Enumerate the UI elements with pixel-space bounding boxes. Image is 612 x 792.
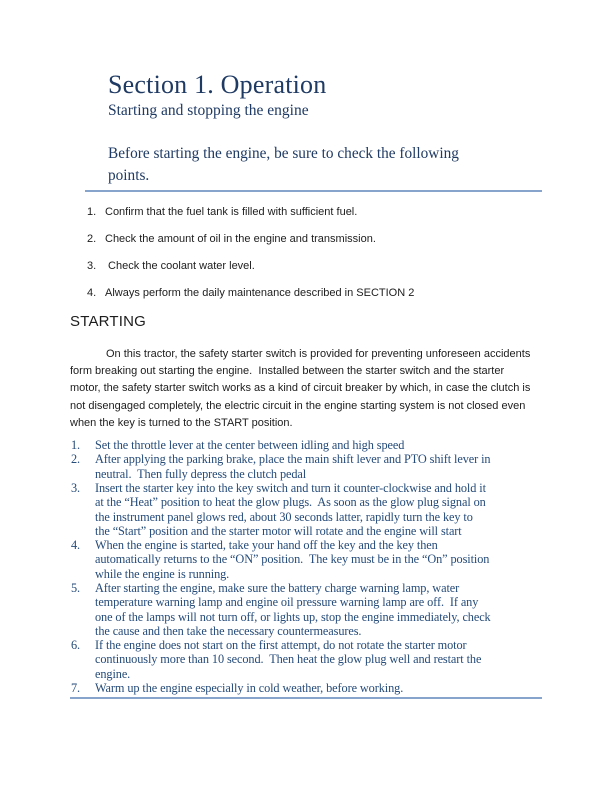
step-line: When the engine is started, take your hand off the key and the key then: [95, 538, 438, 553]
intro-heading-line: points.: [108, 167, 150, 184]
section-heading-starting: STARTING: [70, 313, 147, 330]
starting-steps-list: [71, 438, 612, 695]
step-line: the instrument panel glows red, about 30 seconds latter, rapidly turn the key to: [95, 509, 473, 524]
list-item-number: 5.: [71, 580, 81, 595]
step-line: one of the lamps will not turn off, or lights up, stop the engine immediately, check: [95, 609, 491, 624]
step-line: If the engine does not start on the first attempt, do not rotate the starter motor: [95, 638, 467, 653]
step-line: Insert the starter key into the key switch and turn it counter-clockwise and hold it: [95, 480, 486, 495]
list-item: [71, 452, 612, 481]
step-line: continuously more than 10 second. Then heat the glow plug well and restart the: [95, 652, 482, 667]
list-item: [71, 681, 612, 695]
list-item: [87, 233, 552, 246]
step-line: engine.: [95, 666, 131, 681]
step-line: neutral. Then fully depress the clutch pedal: [95, 466, 307, 481]
list-item-text: Always perform the daily maintenance described in SECTION 2: [105, 287, 415, 299]
list-item-text: [95, 681, 403, 695]
list-item-text: [95, 452, 490, 481]
step-line: Warm up the engine especially in cold weather, before working.: [95, 681, 404, 696]
step-line: at the “Heat” position to heat the glow plugs. As soon as the glow plug signal on: [95, 495, 486, 510]
list-item-number: 1.: [87, 206, 97, 218]
list-item: [87, 260, 552, 273]
intro-heading-line: Before starting the engine, be sure to check the following: [108, 145, 459, 162]
list-item-text: [95, 581, 491, 638]
list-item-number: 4.: [87, 287, 97, 299]
paragraph-line: not disengaged completely, the electric circuit in the engine starting system is not closed even: [70, 399, 526, 412]
paragraph-line: when the key is turned to the START position.: [70, 416, 293, 429]
list-item: [87, 206, 552, 219]
list-item-number: 4.: [71, 538, 81, 553]
list-item-number: 6.: [71, 638, 81, 653]
list-item-number: 1.: [71, 438, 81, 453]
starting-intro-paragraph: [70, 346, 612, 432]
paragraph-line: form breaking out starting the engine. Installed between the starter switch and the starter: [70, 365, 505, 378]
list-item: [87, 287, 552, 300]
list-item-number: 7.: [71, 681, 81, 696]
list-item: [71, 438, 612, 452]
list-item-number: 2.: [87, 233, 97, 245]
step-line: Set the throttle lever at the center between idling and high speed: [95, 438, 405, 453]
list-item-number: 2.: [71, 452, 81, 467]
list-item-text: [95, 438, 404, 452]
step-line: temperature warning lamp and engine oil pressure warning lamp are off. If any: [95, 595, 479, 610]
list-item-number: 3.: [71, 480, 81, 495]
step-line: while the engine is running.: [95, 566, 230, 581]
step-line: After applying the parking brake, place the main shift lever and PTO shift lever in: [95, 452, 491, 467]
list-item-text: Check the amount of oil in the engine and transmission.: [105, 233, 376, 245]
step-line: the cause and then take the necessary countermeasures.: [95, 623, 362, 638]
list-item: [71, 581, 612, 638]
list-item-text: [95, 638, 481, 681]
list-item-text: [95, 538, 489, 581]
list-item-text: Check the coolant water level.: [105, 260, 255, 272]
list-item-number: 3.: [87, 260, 97, 272]
title-block: [108, 0, 552, 122]
section-divider-rule: [70, 697, 542, 699]
step-line: After starting the engine, make sure the battery charge warning lamp, water: [95, 580, 460, 595]
pre-start-check-list: [87, 206, 552, 300]
list-item: [71, 538, 612, 581]
list-item: [71, 481, 612, 538]
page-title: Section 1. Operation: [108, 70, 327, 99]
list-item-text: [95, 481, 486, 538]
step-line: automatically returns to the “ON” position. The key must be in the “On” position: [95, 552, 490, 567]
page-subtitle: Starting and stopping the engine: [108, 102, 309, 119]
step-line: the “Start” position and the starter motor will rotate and the engine will start: [95, 523, 462, 538]
paragraph-line: motor, the safety starter switch works as a kind of circuit breaker by which, in case the clutch is: [70, 382, 531, 395]
intro-heading: [85, 143, 542, 192]
list-item-text: Confirm that the fuel tank is filled with sufficient fuel.: [105, 206, 358, 218]
paragraph-line: On this tractor, the safety starter switch is provided for preventing unforeseen accidents: [106, 348, 531, 360]
list-item: [71, 638, 612, 681]
